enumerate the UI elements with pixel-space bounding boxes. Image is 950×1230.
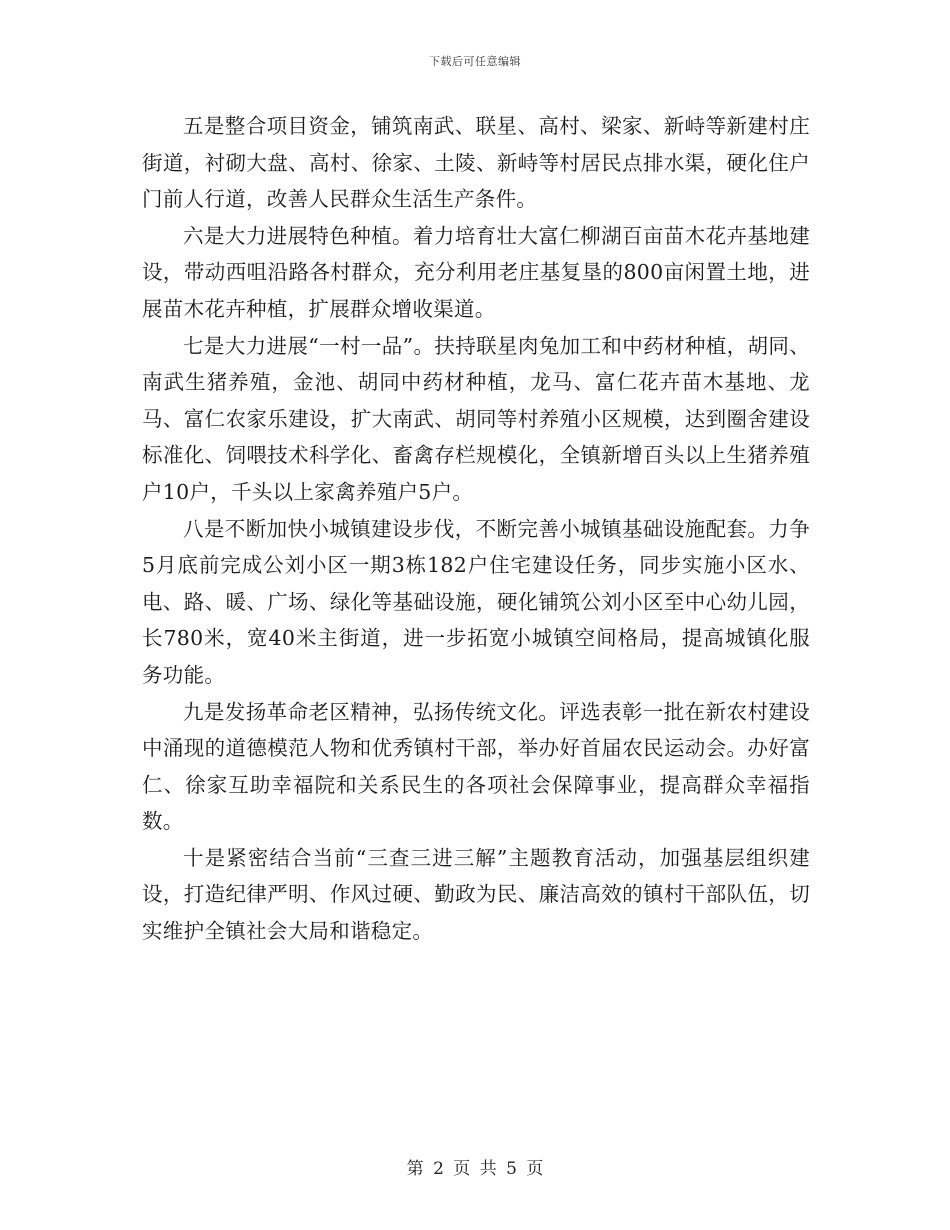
paragraph-8: 八是不断加快小城镇建设步伐，不断完善小城镇基础设施配套。力争5月底前完成公刘小区一期3栋182户住宅建设任务，同步实施小区水、电、路、暖、广场、绿化等基础设施，硬化铺筑公刘小区至中心幼儿园，长780米，宽40米主街道，进一步拓宽小城镇空间格局，提高城镇化服务功能。 [142,516,810,687]
page-header: 下载后可任意编辑 [429,55,521,68]
paragraph-6: 六是大力进展特色种植。着力培育壮大富仁柳湖百亩苗木花卉基地建设，带动西咀沿路各村群众，充分利用老庄基复垦的800亩闲置土地，进展苗木花卉种植，扩展群众增收渠道。 [142,223,810,321]
paragraph-9: 九是发扬革命老区精神，弘扬传统文化。评选表彰一批在新农村建设中涌现的道德模范人物和优秀镇村干部，举办好首届农民运动会。办好富仁、徐家互助幸福院和关系民生的各项社会保障事业，提高群众幸福指数。 [142,699,810,834]
document-body [142,108,810,950]
paragraph-7: 七是大力进展“一村一品”。扶持联星肉兔加工和中药材种植，胡同、南武生猪养殖，金池、胡同中药材种植，龙马、富仁花卉苗木基地、龙马、富仁农家乐建设，扩大南武、胡同等村养殖小区规模，达到圈舍建设标准化、饲喂技术科学化、畜禽存栏规模化，全镇新增百头以上生猪养殖户10户，千头以上家禽养殖户5户。 [142,333,810,504]
paragraph-5: 五是整合项目资金，铺筑南武、联星、高村、梁家、新峙等新建村庄街道，衬砌大盘、高村、徐家、土陵、新峙等村居民点排水渠，硬化住户门前人行道，改善人民群众生活生产条件。 [142,114,810,212]
paragraph-10: 十是紧密结合当前“三查三进三解”主题教育活动，加强基层组织建设，打造纪律严明、作风过硬、勤政为民、廉洁高效的镇村干部队伍，切实维护全镇社会大局和谐稳定。 [142,845,810,944]
page-number: 第 2 页 共 5 页 [406,1159,544,1179]
